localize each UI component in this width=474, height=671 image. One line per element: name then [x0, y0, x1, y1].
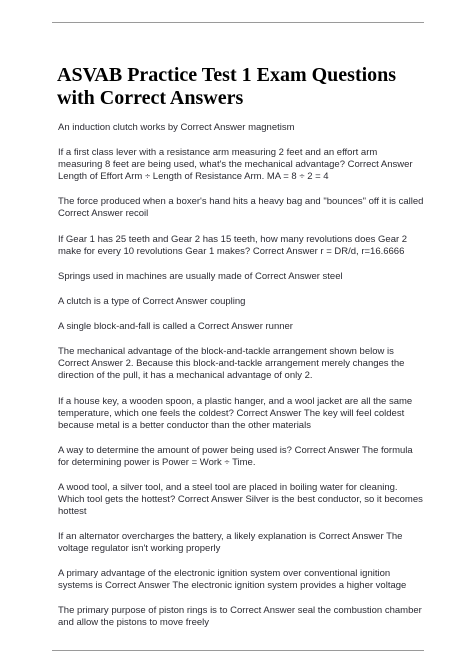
bottom-divider	[52, 650, 424, 651]
qa-item: A single block-and-fall is called a Correct Answer runner	[58, 321, 293, 333]
qa-item: The force produced when a boxer's hand hits a heavy bag and "bounces" off it is called Correct Answer recoil	[58, 196, 424, 220]
qa-item: A wood tool, a silver tool, and a steel tool are placed in boiling water for cleaning. Which tool gets the hottest? Correct Answer Silver is the best conductor, so it becomes hottest	[58, 481, 423, 517]
qa-item: If Gear 1 has 25 teeth and Gear 2 has 15 teeth, how many revolutions does Gear 2 make for every 10 revolutions Gear 1 makes? Correct Answer r = DR/d, r=16.6666	[58, 233, 408, 257]
qa-item: Springs used in machines are usually made of Correct Answer steel	[58, 270, 343, 282]
qa-item: The primary purpose of piston rings is to Correct Answer seal the combustion chamber and allow the pistons to move freely	[58, 605, 422, 629]
qa-item: An induction clutch works by Correct Answer magnetism	[58, 122, 295, 133]
qa-item: A way to determine the amount of power being used is? Correct Answer The formula for determining power is Power = Work ÷ Time.	[58, 444, 413, 468]
qa-item: If an alternator overcharges the battery, a likely explanation is Correct Answer The voltage regulator isn't working properly	[58, 531, 403, 555]
qa-item: The mechanical advantage of the block-and-tackle arrangement shown below is Correct Answer 2. Because this block-and-tackle arrangement merely changes the direction of the pull, it has a mechanical advantage of only 2.	[58, 346, 405, 382]
qa-item: If a first class lever with a resistance arm measuring 2 feet and an effort arm measuring 8 feet are being used, what's the mechanical advantage? Correct Answer Length of Effort Arm ÷ Length of Resistance Arm. MA = 8 ÷ 2 = 4	[58, 147, 413, 183]
qa-item: A primary advantage of the electronic ignition system over conventional ignition systems is Correct Answer The electronic ignition system provides a higher voltage	[58, 568, 407, 592]
page-title: ASVAB Practice Test 1 Exam Questions with Correct Answers	[57, 64, 397, 109]
top-divider	[52, 22, 424, 23]
qa-item: A clutch is a type of Correct Answer coupling	[58, 295, 246, 307]
qa-list	[58, 122, 424, 643]
qa-item: If a house key, a wooden spoon, a plastic hanger, and a wool jacket are all the same temperature, which one feels the coldest? Correct Answer The key will feel coldest because metal is a better conductor than the other materials	[58, 395, 413, 431]
